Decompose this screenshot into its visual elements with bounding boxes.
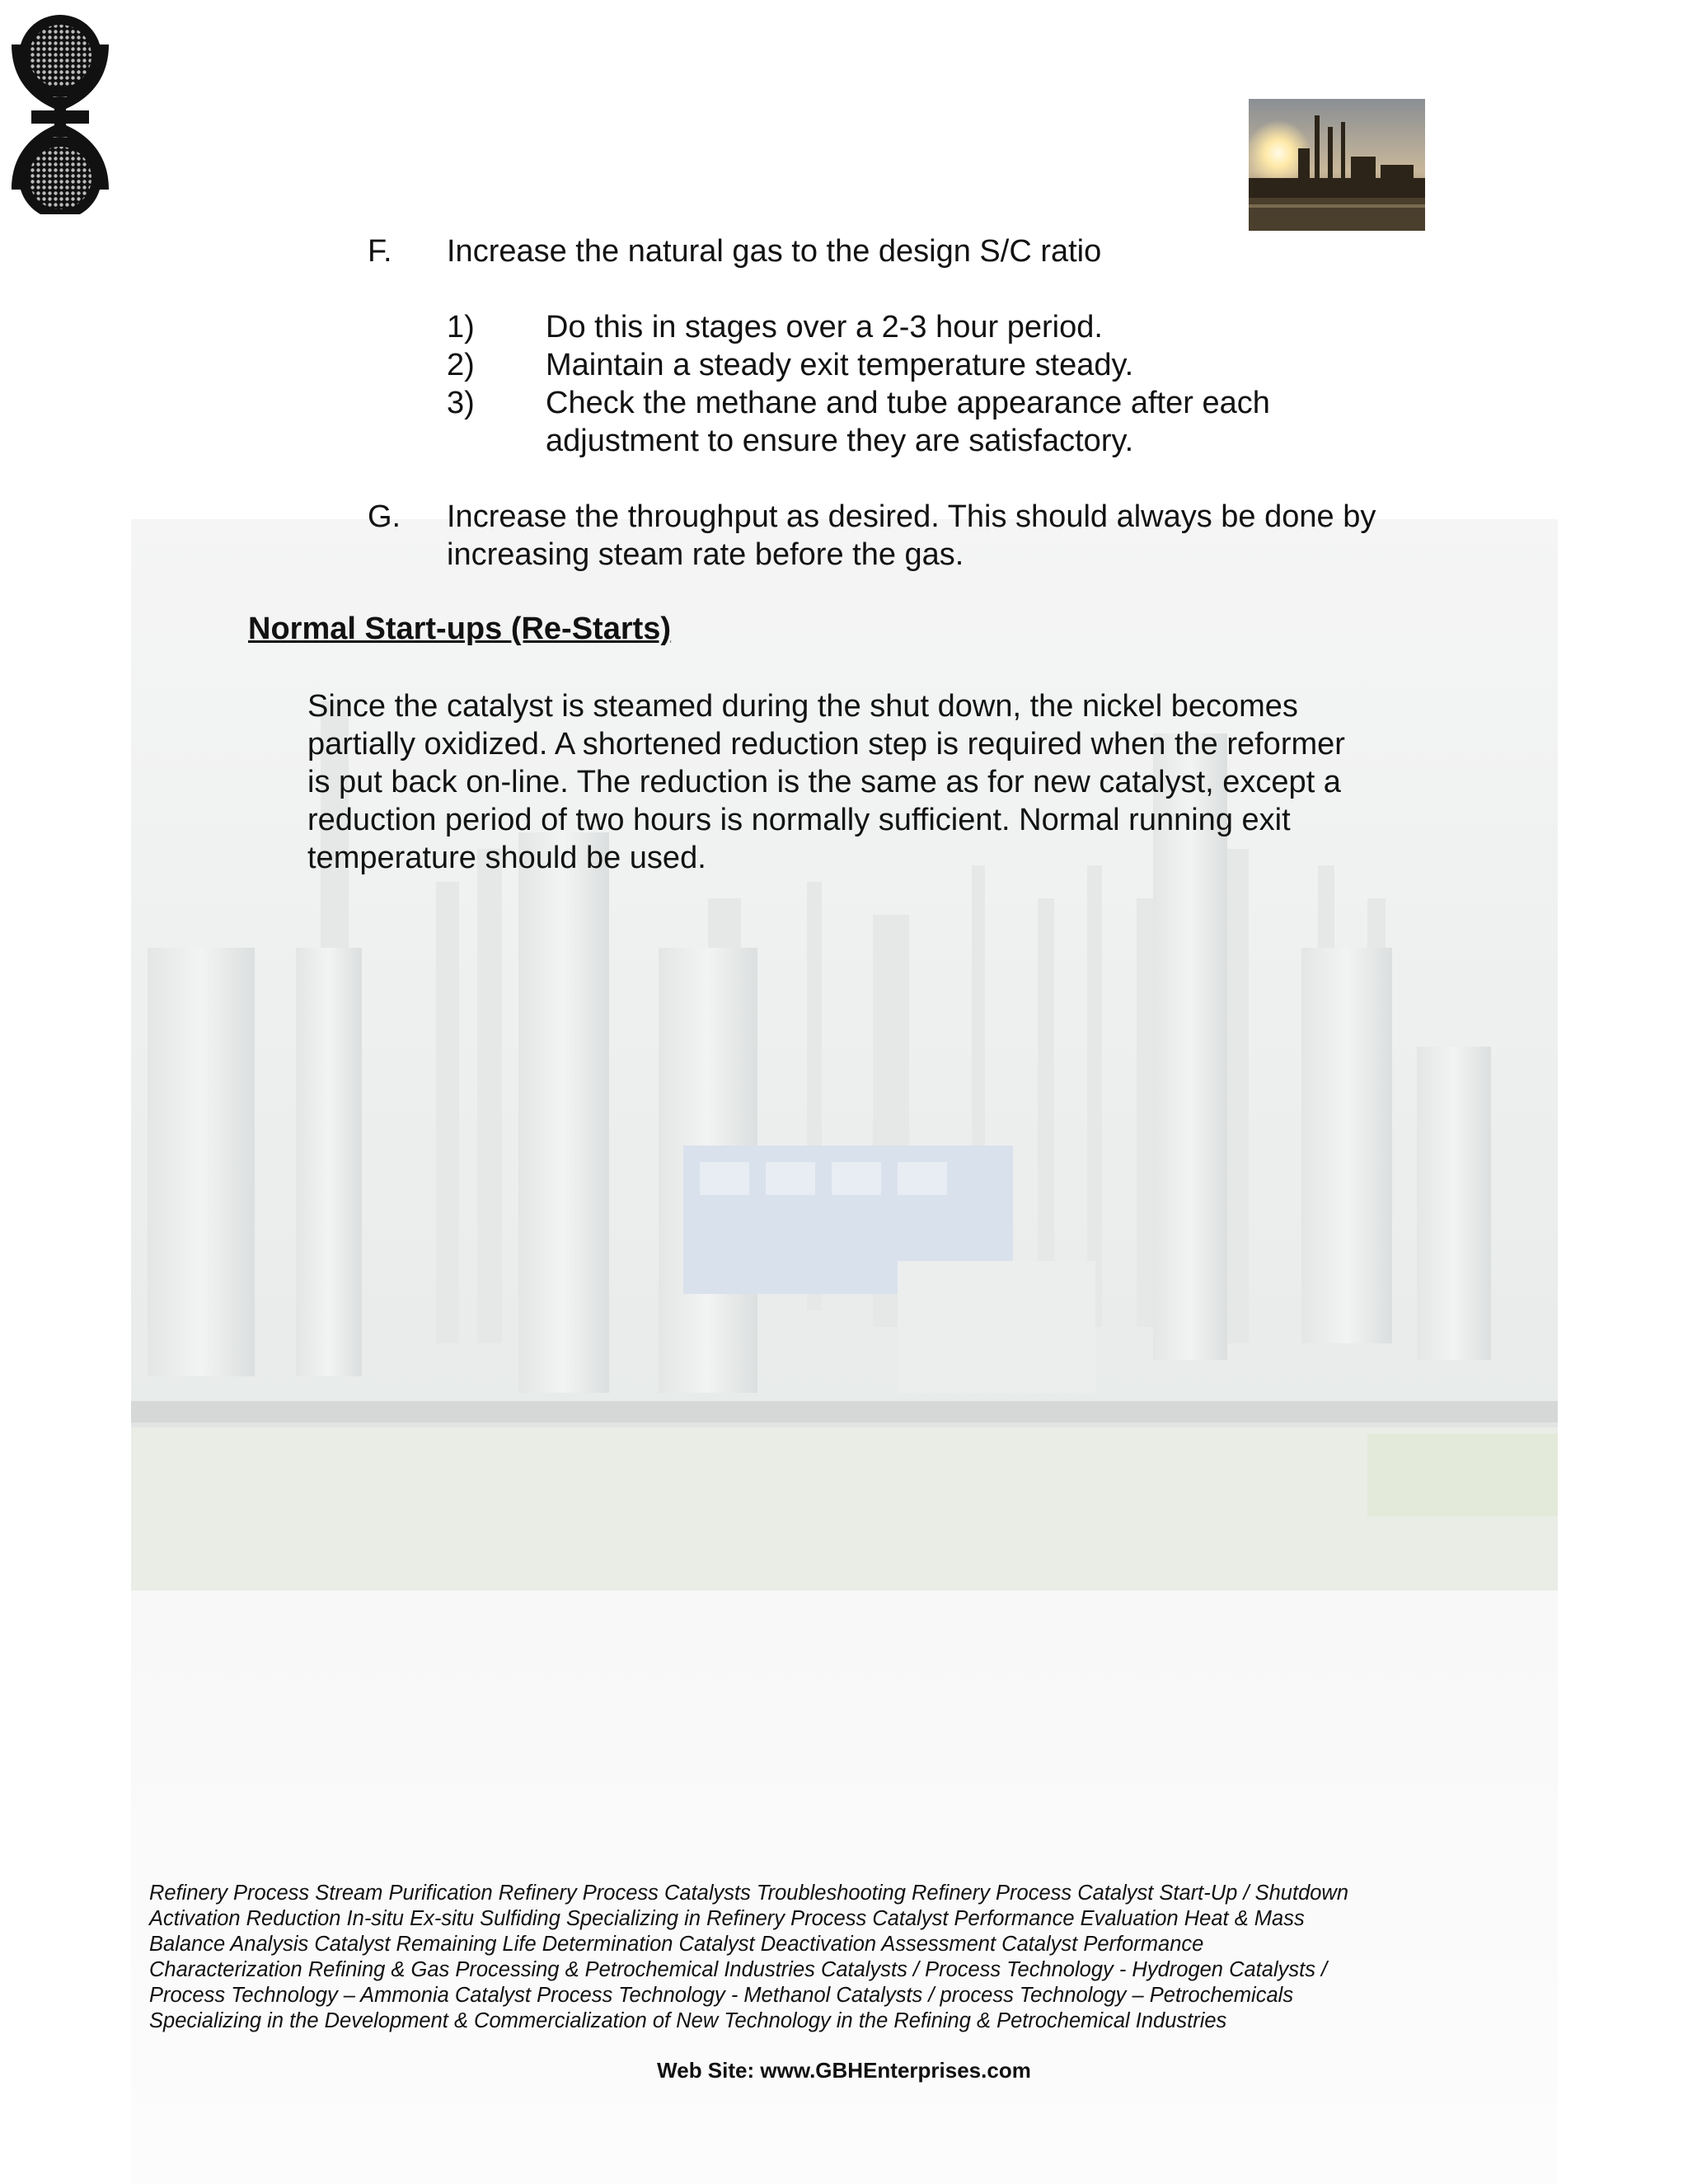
- normal-startups-paragraph: [307, 687, 1461, 877]
- step-text-continued: adjustment to ensure they are satisfactory.: [546, 424, 1134, 458]
- step-number: 2): [447, 348, 475, 382]
- refinery-sunset-photo: [1249, 99, 1425, 231]
- footer-line: Activation Reduction In-situ Ex-situ Sulfiding Specializing in Refinery Process Catalyst Performance Evaluation Heat & Mass: [149, 1907, 1305, 1930]
- paragraph-line: is put back on-line. The reduction is the same as for new catalyst, except a: [307, 765, 1341, 799]
- step-text: Do this in stages over a 2-3 hour period.: [546, 310, 1103, 344]
- section-f-text: Increase the natural gas to the design S/C ratio: [447, 234, 1102, 269]
- company-logo: [7, 12, 114, 214]
- step-number: 1): [447, 310, 475, 344]
- normal-startups-heading: Normal Start-ups (Re-Starts): [248, 612, 672, 646]
- footer-line: Specializing in the Development & Commercialization of New Technology in the Refining & Petrochemical Industries: [149, 2009, 1227, 2032]
- section-g-marker: G.: [368, 499, 401, 534]
- step-text: Check the methane and tube appearance after each: [546, 386, 1270, 420]
- paragraph-line: temperature should be used.: [307, 841, 706, 875]
- website-link[interactable]: Web Site: www.GBHEnterprises.com: [657, 2058, 1031, 2083]
- refinery-background-image: [131, 519, 1558, 1591]
- section-f-marker: F.: [368, 234, 392, 269]
- footer-line: Characterization Refining & Gas Processing & Petrochemical Industries Catalysts / Process Technology - Hydrogen Catalysts /: [149, 1958, 1328, 1981]
- section-g-line: increasing steam rate before the gas.: [447, 537, 964, 572]
- footer-line: Refinery Process Stream Purification Refinery Process Catalysts Troubleshooting Refinery Process Catalyst Start-Up / Shutdown: [149, 1882, 1349, 1905]
- footer-line: Process Technology – Ammonia Catalyst Process Technology - Methanol Catalysts / process Technology – Petrochemicals: [149, 1984, 1294, 2007]
- footer-services-text: [149, 1881, 1435, 2034]
- section-g-line: Increase the throughput as desired. This should always be done by: [447, 499, 1376, 534]
- paragraph-line: Since the catalyst is steamed during the shut down, the nickel becomes: [307, 689, 1298, 724]
- paragraph-line: partially oxidized. A shortened reduction step is required when the reformer: [307, 727, 1345, 762]
- footer-line: Balance Analysis Catalyst Remaining Life Determination Catalyst Deactivation Assessment Catalyst Performance: [149, 1933, 1204, 1956]
- step-text: Maintain a steady exit temperature steady.: [546, 348, 1134, 382]
- paragraph-line: reduction period of two hours is normally sufficient. Normal running exit: [307, 803, 1291, 837]
- step-number: 3): [447, 386, 475, 420]
